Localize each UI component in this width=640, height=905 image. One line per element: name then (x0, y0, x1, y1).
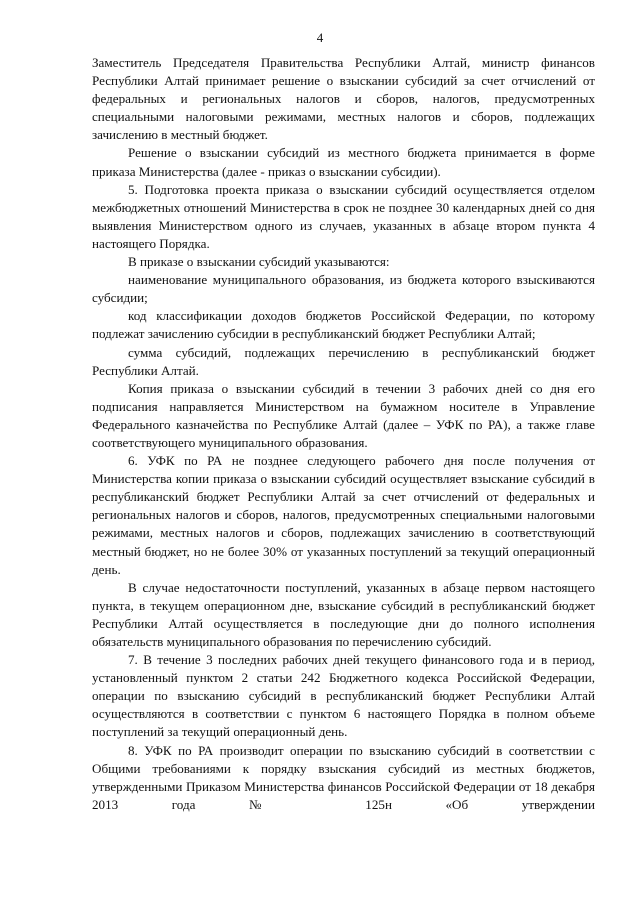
paragraph: 6. УФК по РА не позднее следующего рабочего дня после получения от Министерства копии приказа о взыскании субсидий осуществляет взыскание субсидий в республиканский бюджет Республики Алтай за счет отчислений от федеральных и региональных налогов и сборов, налогов, предусмотренных специальными налоговыми режимами, местных налогов и сборов, подлежащих зачислению в соответствующий местный бюджет, но не более 30% от указанных поступлений за текущий операционный день. (92, 453, 595, 577)
paragraph: Копия приказа о взыскании субсидий в течении 3 рабочих дней со дня его подписания направляется Министерством на бумажном носителе в Управление Федерального казначейства по Республике Алтай (далее – УФК по РА), а также главе соответствующего муниципального образования. (92, 380, 595, 450)
paragraph: В приказе о взыскании субсидий указываются: (128, 254, 390, 270)
paragraph: Заместитель Председателя Правительства Республики Алтай, министр финансов Республики Алтай принимает решение о взыскании субсидий за счет отчислений от федеральных и региональных налогов и сборов, налогов, предусмотренных специальными налоговыми режимами, местных налогов и сборов, подлежащих зачислению в местный бюджет. (92, 55, 595, 143)
document-body (92, 54, 595, 814)
paragraph: 7. В течение 3 последних рабочих дней текущего финансового года и в период, установленный пунктом 2 статьи 242 Бюджетного кодекса Российской Федерации, операции по взысканию субсидий в республиканский бюджет Республики Алтай осуществляются в соответствии с пунктом 6 настоящего Порядка в полном объеме поступлений за текущий операционный день. (92, 652, 595, 740)
paragraph: В случае недостаточности поступлений, указанных в абзаце первом настоящего пункта, в текущем операционном дне, взыскание субсидий в республиканский бюджет Республики Алтай осуществляется в последующие дни до полного исполнения обязательств муниципального образования по перечислению субсидий. (92, 579, 595, 649)
paragraph: сумма субсидий, подлежащих перечислению в республиканский бюджет Республики Алтай. (92, 344, 595, 378)
page-number: 4 (316, 30, 324, 45)
paragraph: наименование муниципального образования, из бюджета которого взыскиваются субсидии; (92, 272, 595, 306)
paragraph: код классификации доходов бюджетов Российской Федерации, по которому подлежат зачислению субсидии в республиканский бюджет Республики Алтай; (92, 308, 595, 342)
paragraph: 8. УФК по РА производит операции по взысканию субсидий в соответствии с Общими требованиями к порядку взыскания субсидий из местных бюджетов, утвержденными Приказом Министерства финансов Российской Федерации от 18 декабря 2013 года № 125н «Об утверждении (92, 742, 595, 812)
paragraph: 5. Подготовка проекта приказа о взыскании субсидий осуществляется отделом межбюджетных отношений Министерства в срок не позднее 30 календарных дней со дня выявления Министерством одного из случаев, указанных в абзаце втором пункта 4 настоящего Порядка. (92, 181, 595, 251)
paragraph: Решение о взыскании субсидий из местного бюджета принимается в форме приказа Министерства (далее - приказ о взыскании субсидии). (92, 145, 595, 179)
